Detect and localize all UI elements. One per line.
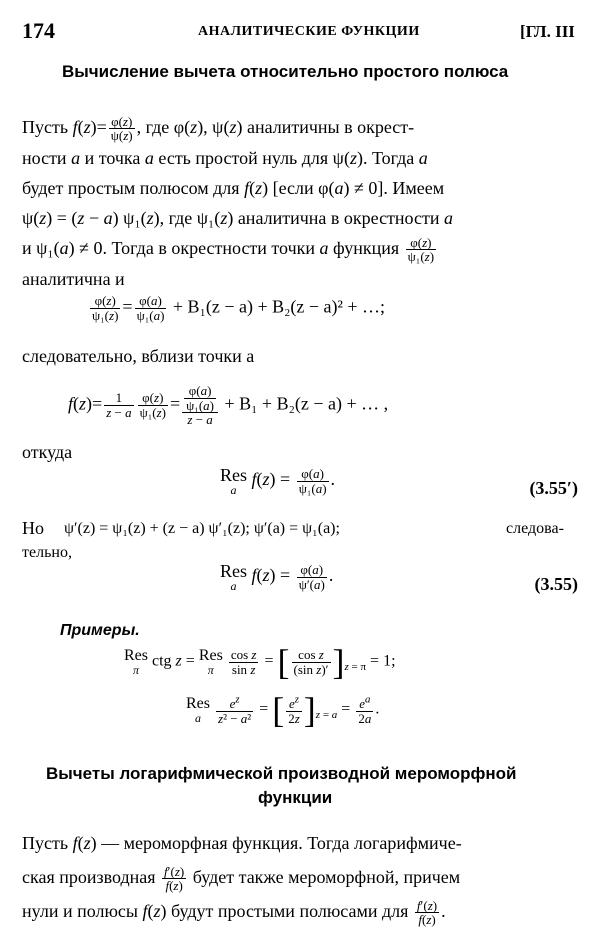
examples-heading: Примеры. xyxy=(60,622,140,639)
equation-1-rest: + B₁(z − a) + B₂(z − a)² + …; xyxy=(172,296,386,317)
section-title-log-derivative-line2: функции xyxy=(258,788,333,807)
equation-2-rest: + B₁ + B₂(z − a) + … , xyxy=(224,393,389,414)
para1-line-5: и ψ₁(a) ≠ 0. Тогда в окрестности точки a функция $\frac{\varphi(z)}{\text{ψ₁(z)}}$ xyxy=(22,234,435,265)
text-whence: откуда xyxy=(22,442,73,462)
equation-2: f(z)= $\frac{1}{z - a}$ $\frac{\varphi(z)}{\text{ψ₁(z)}}$ = $\frac{\frac{\varphi(a)}{\text{ψ₁(a)}}}{z - a}$ + B₁ + B₂(z − a) + … , xyxy=(68,383,389,428)
para1-line-6: аналитична и xyxy=(22,269,125,290)
page-number: 174 xyxy=(22,18,55,43)
para1-line-2: ности a и точка a есть простой нуль для ψ(z). Тогда a xyxy=(22,148,428,169)
equation-3-55-prime: Res a f(z) = $\frac{\varphi(a)}{\text{ψ₁(a)}}$ . xyxy=(220,465,336,497)
text-consequently: следовательно, вблизи точки a xyxy=(22,346,255,366)
equation-1: $\frac{\varphi(z)}{\text{ψ₁(z)}}$ = $\frac{\varphi(a)}{\text{ψ₁(a)}}$ + B₁(z − a) + B₂(z − a)² + …; xyxy=(92,293,386,323)
para2-line-1: Пусть f(z) — мероморфная функция. Тогда логарифмиче- xyxy=(22,833,462,853)
paragraph-log-derivative xyxy=(22,826,578,928)
text-but: Но xyxy=(22,518,44,538)
equation-derivative: ψ′(z) = ψ₁(z) + (z − a) ψ′₁(z); ψ′(a) = ψ₁(a); xyxy=(64,520,340,537)
equation-number-3-55-prime: (3.55′) xyxy=(529,478,578,498)
para2-line-3: нули и полюсы f(z) будут простыми полюсами для $\frac{f'(z)}{f(z)}$ . xyxy=(22,897,446,928)
paragraph-simple-pole xyxy=(22,112,578,294)
section-title-log-derivative-line1: Вычеты логарифмической производной мероморфной xyxy=(46,764,517,783)
example-2: Res a $\frac{e^z}{\text{z² − a²}}$ = [ $\frac{e^z}{2z}$ ]$_{z = a}$ = $\frac{e^a}{2a}$ . xyxy=(186,690,380,730)
equation-3-55: Res a f(z) = $\frac{\varphi(a)}{\psi'(a)}$ . xyxy=(220,561,334,593)
text-consequently2-a: следова- xyxy=(506,520,564,537)
section-title-simple-pole: Вычисление вычета относительно простого полюса xyxy=(62,62,509,81)
running-title: АНАЛИТИЧЕСКИЕ ФУНКЦИИ xyxy=(198,24,420,39)
para1-line-1: Пусть f(z)= $\frac{\varphi(z)}{\psi(z)}$ , где φ(z), ψ(z) аналитичны в окрест- xyxy=(22,113,415,144)
chapter-label: [ГЛ. III xyxy=(520,22,575,41)
text-consequently2-b: тельно, xyxy=(22,544,72,561)
para1-line-3: будет простым полюсом для f(z) [если φ(a) ≠ 0]. Имеем xyxy=(22,178,445,199)
example-1: Res π ctg z = Res π $\frac{\text{cos z}}{\text{sin z}}$ = [ $\frac{\text{cos z}}{\text{(sin z)′}}$ ]$_{z = \pi} = 1$; xyxy=(124,642,396,682)
para2-line-2: ская производная $\frac{f'(z)}{f(z)}$ будет также мероморфной, причем xyxy=(22,863,461,894)
para1-line-4: ψ(z) = (z − a) ψ₁(z), где ψ₁(z) аналитична в окрестности a xyxy=(22,208,453,229)
equation-number-3-55: (3.55) xyxy=(534,574,578,594)
